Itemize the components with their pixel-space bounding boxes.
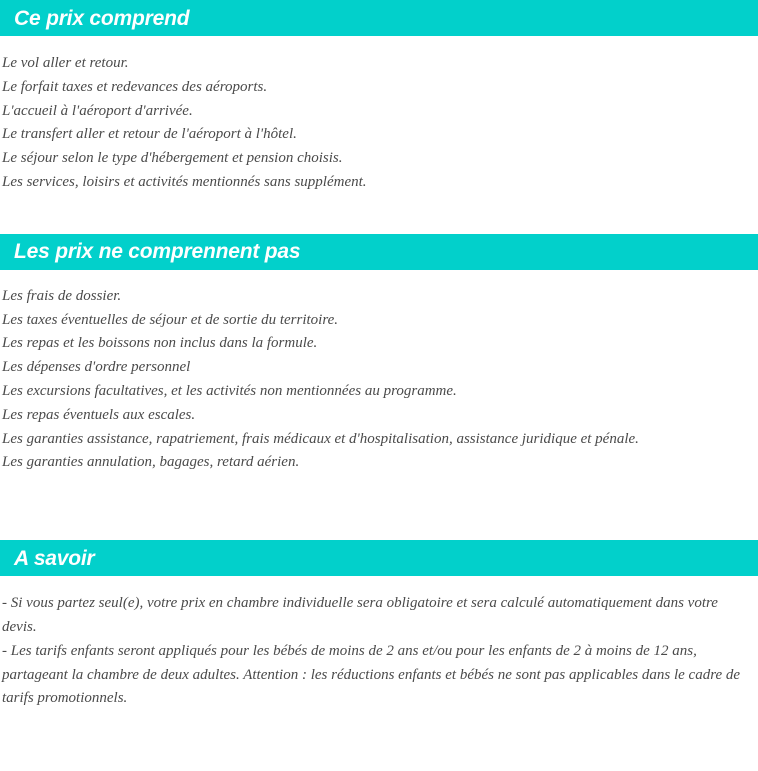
list-item: Les repas éventuels aux escales. [2, 406, 196, 423]
list-item: Le transfert aller et retour de l'aéroport à l'hôtel. [2, 126, 297, 143]
spacer [0, 475, 758, 540]
spacer [0, 270, 758, 285]
section-title-les-prix-ne-comprennent-pas: Les prix ne comprennent pas [14, 240, 301, 264]
section-body-les-prix-ne-comprennent-pas [0, 285, 758, 475]
list-item: Le séjour selon le type d'hébergement et pension choisis. [2, 150, 343, 167]
list-item: Le forfait taxes et redevances des aéroports. [2, 78, 268, 95]
list-item: Les dépenses d'ordre personnel [2, 359, 191, 376]
exclusion-list [2, 285, 748, 475]
section-body-a-savoir [0, 592, 758, 711]
list-item: Les services, loisirs et activités mentionnés sans supplément. [2, 173, 367, 190]
section-les-prix-ne-comprennent-pas [0, 234, 758, 475]
section-banner-les-prix-ne-comprennent-pas [0, 234, 758, 270]
list-item: Les garanties annulation, bagages, retard aérien. [2, 454, 300, 471]
section-a-savoir [0, 540, 758, 711]
note-item: - Si vous partez seul(e), votre prix en chambre individuelle sera obligatoire et sera calculé automatiquement dans votre devis. [2, 595, 718, 635]
section-body-ce-prix-comprend [0, 52, 758, 195]
section-banner-a-savoir [0, 540, 758, 576]
note-item: - Les tarifs enfants seront appliqués pour les bébés de moins de 2 ans et/ou pour les enfants de 2 à moins de 12 ans, partageant la chambre de deux adultes. Attention : les réductions enfants et bébés ne sont pas applicables dans le cadre de tarifs promotionnels. [2, 642, 741, 707]
list-item: Les taxes éventuelles de séjour et de sortie du territoire. [2, 311, 339, 328]
list-item: Les garanties assistance, rapatriement, frais médicaux et d'hospitalisation, assistance juridique et pénale. [2, 430, 639, 447]
section-title-a-savoir: A savoir [14, 546, 95, 570]
spacer [0, 36, 758, 52]
list-item: L'accueil à l'aéroport d'arrivée. [2, 102, 193, 119]
list-item: Les frais de dossier. [2, 287, 122, 304]
notes-list [2, 592, 748, 711]
spacer [0, 576, 758, 592]
section-banner-ce-prix-comprend [0, 0, 758, 36]
list-item: Les repas et les boissons non inclus dans la formule. [2, 335, 318, 352]
inclusion-list [2, 52, 748, 195]
section-title-ce-prix-comprend: Ce prix comprend [14, 6, 190, 30]
spacer [0, 195, 758, 234]
list-item: Le vol aller et retour. [2, 55, 129, 71]
list-item: Les excursions facultatives, et les activités non mentionnées au programme. [2, 382, 457, 399]
section-ce-prix-comprend [0, 0, 758, 195]
